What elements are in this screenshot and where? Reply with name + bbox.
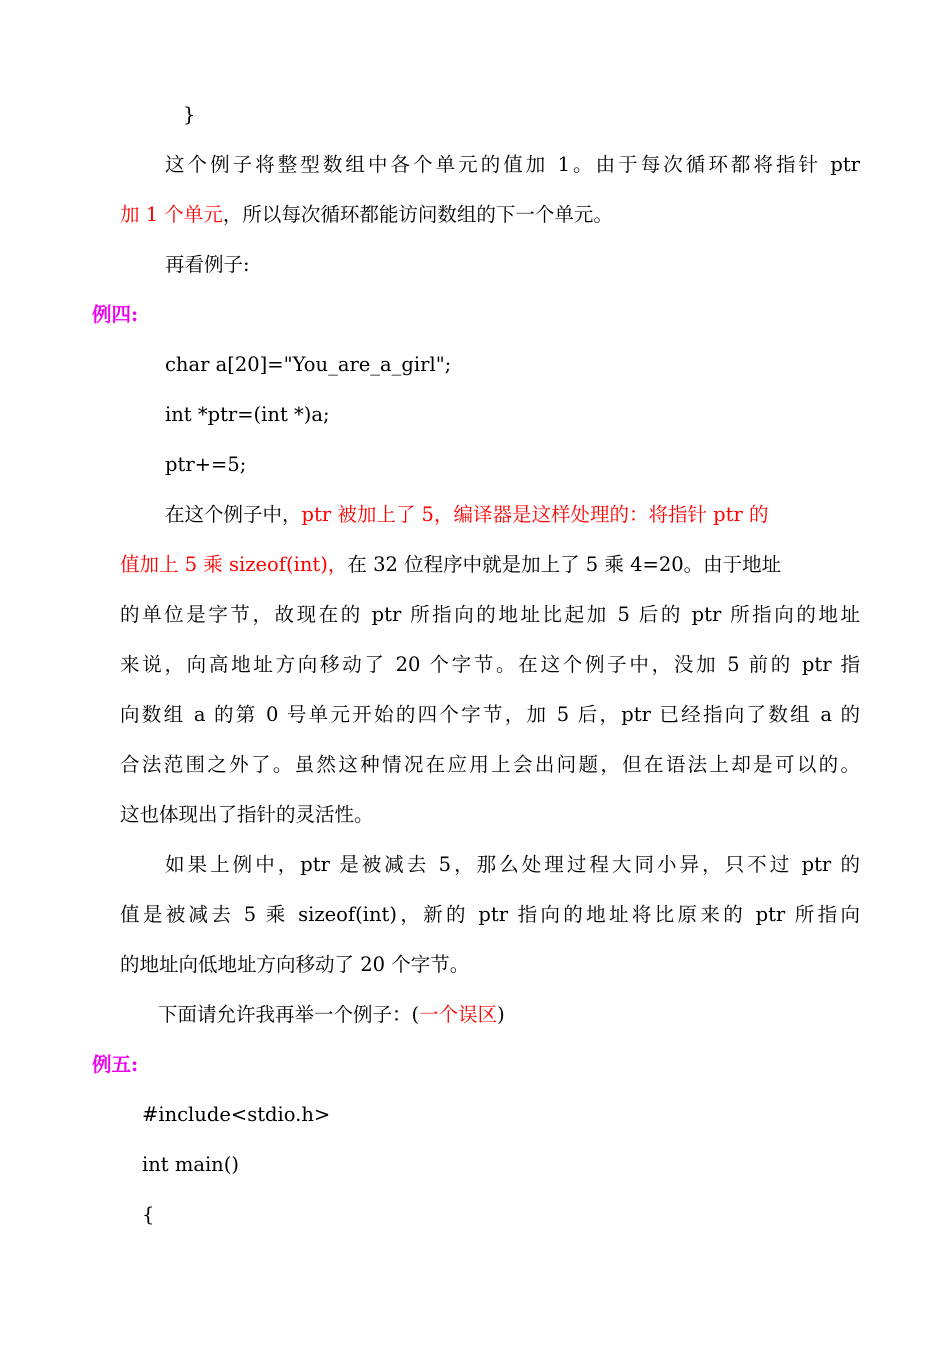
- example5-code-line1: #include<stdio.h>: [142, 1103, 331, 1126]
- para2-line3: 的单位是字节，故现在的 ptr 所指向的地址比起加 5 后的 ptr 所指向的地址: [120, 603, 860, 626]
- para1-line2: [120, 200, 613, 230]
- para2-line5: 向数组 a 的第 0 号单元开始的四个字节，加 5 后，ptr 已经指向了数组 a 的: [120, 703, 860, 726]
- example5-heading: 例五:: [92, 1053, 139, 1076]
- example4-code-line3: ptr+=5;: [165, 453, 247, 476]
- para2-line7: 这也体现出了指针的灵活性。: [120, 803, 374, 826]
- para1-line1: 这个例子将整型数组中各个单元的值加 1。由于每次循环都将指针 ptr: [165, 153, 860, 176]
- para2-line1-start: 在这个例子中，: [165, 503, 302, 526]
- para1-line2-rest: ，所以每次循环都能访问数组的下一个单元。: [222, 203, 613, 226]
- para4-end: ): [497, 1003, 505, 1026]
- example5-code-line3: {: [142, 1203, 155, 1226]
- para2-line1-red: ptr 被加上了 5，编译器是这样处理的：将指针 ptr 的: [301, 503, 769, 526]
- example4-heading: 例四:: [92, 303, 139, 326]
- para2-line6: 合法范围之外了。虽然这种情况在应用上会出问题，但在语法上却是可以的。: [120, 753, 860, 776]
- para2-line4: 来说，向高地址方向移动了 20 个字节。在这个例子中，没加 5 前的 ptr 指: [120, 653, 860, 676]
- closing-brace: }: [183, 103, 196, 126]
- para3-line1: 如果上例中，ptr 是被减去 5，那么处理过程大同小异，只不过 ptr 的: [165, 853, 860, 876]
- para2-line1: [165, 500, 769, 530]
- example4-code-line1: char a[20]="You_are_a_girl";: [165, 353, 452, 376]
- para3-line3: 的地址向低地址方向移动了 20 个字节。: [120, 953, 470, 976]
- para2-line2-red: 值加上 5 乘 sizeof(int)，: [120, 553, 348, 576]
- para1-line2-red: 加 1 个单元: [120, 203, 223, 226]
- example5-code-line2: int main(): [142, 1153, 239, 1176]
- para3-line2: 值是被减去 5 乘 sizeof(int)，新的 ptr 指向的地址将比原来的 ptr 所指向: [120, 903, 860, 926]
- example4-code-line2: int *ptr=(int *)a;: [165, 403, 330, 426]
- para4-red: 一个误区: [419, 1003, 498, 1026]
- para2-line2: [120, 550, 781, 580]
- para4-start: 下面请允许我再举一个例子：(: [158, 1003, 420, 1026]
- see-again-text: 再看例子:: [165, 253, 250, 276]
- para2-line2-rest: 在 32 位程序中就是加上了 5 乘 4=20。由于地址: [347, 553, 782, 576]
- para4-line: [158, 1000, 505, 1030]
